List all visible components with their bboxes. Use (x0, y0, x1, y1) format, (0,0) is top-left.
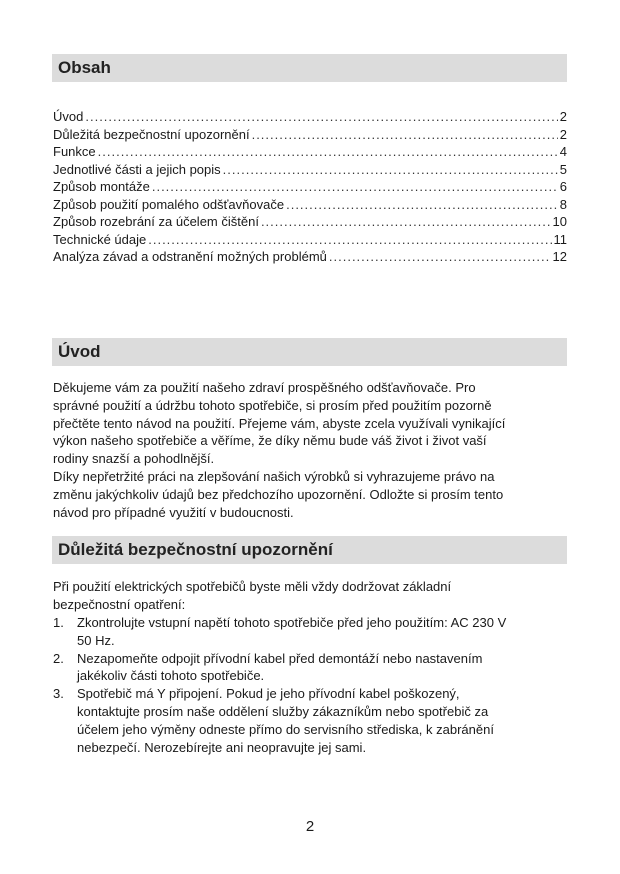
toc-entry-label: Jednotlivé části a jejich popis (53, 161, 221, 177)
toc-entry[interactable] (53, 108, 567, 126)
toc-entry-label: Způsob montáže (53, 179, 150, 194)
toc-leader-dots (223, 161, 558, 179)
toc-entry-label: Funkce (53, 144, 96, 159)
safety-intro (53, 578, 568, 614)
toc-leader-dots (98, 143, 558, 161)
list-item (53, 614, 568, 650)
text-line: kontaktujte prosím naše oddělení služby zákazníkům nebo spotřebič za (77, 703, 489, 719)
toc-entry-label: Způsob použití pomalého odšťavňovače (53, 196, 285, 212)
toc-entry[interactable] (53, 231, 567, 249)
text-line: Zkontrolujte vstupní napětí tohoto spotřebiče před jeho použitím: AC 230 V (77, 615, 507, 630)
toc-entry-page: 12 (552, 249, 567, 264)
text-line: změnu jakýchkoliv údajů bez předchozího upozornění. Odložte si prosím tento (53, 486, 504, 502)
intro-heading: Úvod (52, 338, 567, 366)
safety-heading: Důležitá bezpečnostní upozornění (52, 536, 567, 564)
text-line: přečtěte tento návod na použití. Přejeme vám, abyste zcela využívali vynikající (53, 415, 506, 431)
table-of-contents (53, 108, 567, 266)
list-item (53, 650, 568, 686)
toc-leader-dots (152, 178, 558, 196)
toc-entry-page: 11 (553, 231, 567, 247)
toc-entry-page: 2 (559, 126, 567, 142)
text-line: jakékoliv části tohoto spotřebiče. (77, 668, 265, 684)
toc-leader-dots (148, 231, 551, 249)
list-number: 1. (53, 615, 64, 630)
text-line: bezpečnostní opatření: (53, 596, 186, 612)
list-number: 2. (53, 650, 64, 666)
safety-list (53, 614, 568, 756)
toc-entry-label: Úvod (53, 109, 84, 124)
text-line: 50 Hz. (77, 632, 115, 648)
text-line: rodiny snazší a pohodlnější. (53, 451, 215, 467)
text-line: správné použití a údržbu tohoto spotřebiče, si prosím před použitím pozorně (53, 397, 492, 413)
toc-entry-label: Způsob rozebrání za účelem čištění (53, 214, 259, 229)
text-line: Spotřebič má Y připojení. Pokud je jeho přívodní kabel poškozený, (77, 686, 460, 702)
toc-entry-label: Důležitá bezpečnostní upozornění (53, 126, 250, 142)
toc-entry-label: Technické údaje (53, 231, 147, 247)
text-line: nebezpečí. Nerozebírejte ani neopravujte jej sami. (77, 739, 367, 755)
toc-entry[interactable] (53, 161, 567, 179)
text-line: Nezapomeňte odpojit přívodní kabel před demontáží nebo nastavením (77, 650, 483, 666)
toc-heading: Obsah (52, 54, 567, 82)
toc-entry[interactable] (53, 248, 567, 266)
toc-entry[interactable] (53, 178, 567, 196)
toc-entry[interactable] (53, 126, 567, 144)
toc-leader-dots (286, 196, 558, 214)
page-number: 2 (305, 818, 315, 835)
text-line: účelem jeho výměny odneste přímo do servisního střediska, k zabránění (77, 721, 494, 737)
text-line: návod pro případné využití v budoucnosti. (53, 504, 294, 520)
text-line: Při použití elektrických spotřebičů byste měli vždy dodržovat základní (53, 579, 452, 594)
toc-entry-page: 6 (559, 179, 567, 194)
list-number: 3. (53, 686, 64, 702)
toc-entry[interactable] (53, 196, 567, 214)
toc-entry[interactable] (53, 143, 567, 161)
toc-entry-page: 10 (552, 214, 567, 229)
toc-leader-dots (85, 108, 557, 126)
toc-entry-page: 8 (559, 196, 567, 212)
list-item (53, 685, 568, 756)
text-line: Děkujeme vám za použití našeho zdraví prospěšného odšťavňovače. Pro (53, 380, 476, 395)
toc-entry-page: 4 (559, 144, 567, 159)
toc-entry-page: 5 (559, 161, 567, 177)
text-line: výkon našeho spotřebiče a věříme, že díky němu bude váš život i život vaší (53, 433, 487, 449)
toc-leader-dots (252, 126, 558, 144)
intro-text (53, 379, 568, 521)
toc-entry-page: 2 (559, 109, 567, 124)
toc-leader-dots (261, 213, 551, 231)
toc-entry[interactable] (53, 213, 567, 231)
text-line: Díky nepřetržité práci na zlepšování našich výrobků si vyhrazujeme právo na (53, 468, 495, 484)
toc-leader-dots (329, 248, 551, 266)
toc-entry-label: Analýza závad a odstranění možných problémů (53, 249, 327, 264)
